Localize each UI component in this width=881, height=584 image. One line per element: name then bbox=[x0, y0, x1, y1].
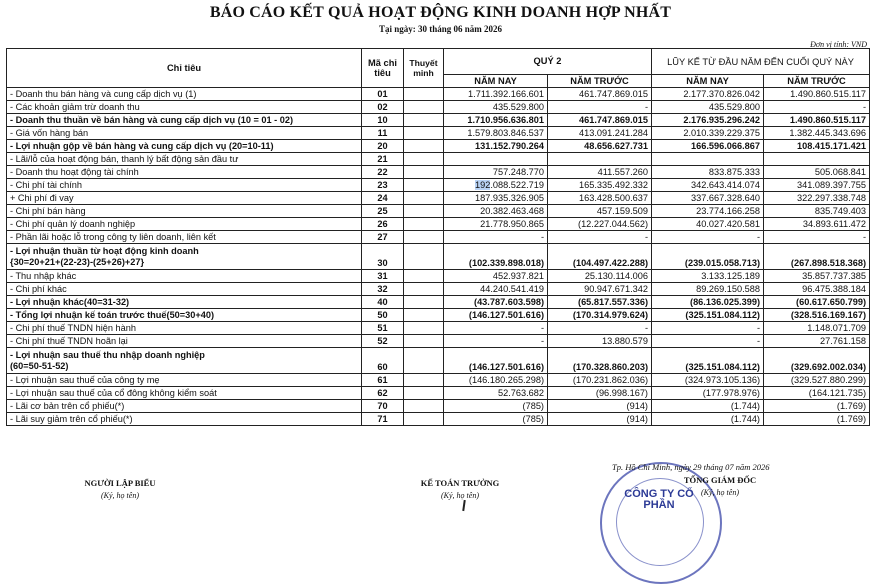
row-note bbox=[404, 322, 444, 335]
row-note bbox=[404, 166, 444, 179]
row-item-label bbox=[7, 101, 362, 114]
row-value-q-prev: 90.947.671.342 bbox=[548, 283, 652, 296]
row-code: 30 bbox=[362, 244, 404, 270]
row-value-q-prev: 25.130.114.006 bbox=[548, 270, 652, 283]
row-item-formula: (60=50-51-52) bbox=[10, 360, 69, 371]
row-note bbox=[404, 218, 444, 231]
row-item-label bbox=[7, 309, 362, 322]
row-note bbox=[404, 101, 444, 114]
row-code: 02 bbox=[362, 101, 404, 114]
row-value-q-now: 131.152.790.264 bbox=[444, 140, 548, 153]
row-item-text: - Phần lãi hoặc lỗ trong công ty liên doanh, liên kết bbox=[10, 231, 216, 242]
income-statement-table bbox=[6, 48, 870, 426]
table-body bbox=[7, 88, 870, 426]
row-note bbox=[404, 374, 444, 387]
row-item-text: - Tổng lợi nhuận kế toán trước thuế(50=30+40) bbox=[10, 309, 215, 320]
row-value-y-now: (1.744) bbox=[652, 400, 764, 413]
table-row bbox=[7, 127, 870, 140]
row-item-text: - Lợi nhuận sau thuế của cổ đông không kiểm soát bbox=[10, 387, 217, 398]
row-value-y-now: - bbox=[652, 231, 764, 244]
row-value-y-now: 2.176.935.296.242 bbox=[652, 114, 764, 127]
accountant-signature bbox=[400, 478, 520, 500]
row-value-q-prev: (170.328.860.203) bbox=[548, 348, 652, 374]
table-row bbox=[7, 374, 870, 387]
row-value-q-now: (785) bbox=[444, 413, 548, 426]
row-item-label bbox=[7, 153, 362, 166]
table-row bbox=[7, 179, 870, 192]
row-value-y-prev: 96.475.388.184 bbox=[764, 283, 870, 296]
row-note bbox=[404, 270, 444, 283]
row-code: 51 bbox=[362, 322, 404, 335]
table-row bbox=[7, 283, 870, 296]
row-value-q-prev: - bbox=[548, 231, 652, 244]
row-value-q-prev: 13.880.579 bbox=[548, 335, 652, 348]
row-value-y-prev: (329.527.880.299) bbox=[764, 374, 870, 387]
row-value-y-now: (177.978.976) bbox=[652, 387, 764, 400]
row-code: 71 bbox=[362, 413, 404, 426]
row-item-text: - Chi phí khác bbox=[10, 283, 67, 294]
director-signature bbox=[660, 475, 780, 497]
row-value-q-now: 757.248.770 bbox=[444, 166, 548, 179]
row-code: 21 bbox=[362, 153, 404, 166]
row-value-q-now: 435.529.800 bbox=[444, 101, 548, 114]
row-value-y-now: 2.010.339.229.375 bbox=[652, 127, 764, 140]
header-ytd-last-year: NĂM TRƯỚC bbox=[764, 75, 870, 88]
row-code: 61 bbox=[362, 374, 404, 387]
row-value-y-now: (1.744) bbox=[652, 413, 764, 426]
row-item-text: - Lợi nhuận sau thuế thu nhập doanh nghiệp bbox=[10, 349, 205, 360]
table-row bbox=[7, 205, 870, 218]
row-value-q-now: (146.127.501.616) bbox=[444, 348, 548, 374]
table-row bbox=[7, 387, 870, 400]
stamp-text: CÔNG TY CỔ PHẦN bbox=[624, 488, 694, 511]
row-item-text: - Lãi/lỗ của hoạt động bán, thanh lý bất động sản đầu tư bbox=[10, 153, 239, 164]
row-value-y-prev: 505.068.841 bbox=[764, 166, 870, 179]
table-row bbox=[7, 270, 870, 283]
row-note bbox=[404, 140, 444, 153]
row-value-q-now: 20.382.463.468 bbox=[444, 205, 548, 218]
row-item-label bbox=[7, 296, 362, 309]
row-value-y-now: 40.027.420.581 bbox=[652, 218, 764, 231]
currency-unit: Đơn vị tính: VND bbox=[810, 40, 867, 49]
row-value-y-now: (325.151.084.112) bbox=[652, 309, 764, 322]
row-value-q-prev: - bbox=[548, 322, 652, 335]
row-code: 01 bbox=[362, 88, 404, 101]
row-value-q-prev: 163.428.500.637 bbox=[548, 192, 652, 205]
row-value-y-prev: - bbox=[764, 231, 870, 244]
row-value-q-prev: 48.656.627.731 bbox=[548, 140, 652, 153]
table-row bbox=[7, 400, 870, 413]
row-item-text: - Chi phí tài chính bbox=[10, 179, 83, 190]
row-value-q-prev: (65.817.557.336) bbox=[548, 296, 652, 309]
row-value-q-prev: (96.998.167) bbox=[548, 387, 652, 400]
row-value-y-now: 337.667.328.640 bbox=[652, 192, 764, 205]
row-item-label bbox=[7, 114, 362, 127]
header-quarter-last-year: NĂM TRƯỚC bbox=[548, 75, 652, 88]
row-item-label bbox=[7, 231, 362, 244]
row-value-q-now: (43.787.603.598) bbox=[444, 296, 548, 309]
row-value-q-prev: 461.747.869.015 bbox=[548, 114, 652, 127]
row-code: 40 bbox=[362, 296, 404, 309]
row-value-q-prev: (12.227.044.562) bbox=[548, 218, 652, 231]
row-value-y-now: 89.269.150.588 bbox=[652, 283, 764, 296]
header-quarter-this-year: NĂM NAY bbox=[444, 75, 548, 88]
row-item-text: - Chi phí thuế TNDN hiện hành bbox=[10, 322, 136, 333]
table-row bbox=[7, 335, 870, 348]
row-value-y-prev: (329.692.002.034) bbox=[764, 348, 870, 374]
row-item-text: - Lợi nhuận gộp về bán hàng và cung cấp dịch vụ (20=10-11) bbox=[10, 140, 274, 151]
selected-text[interactable]: 192 bbox=[475, 179, 491, 190]
row-item-text: + Chi phí đi vay bbox=[10, 192, 74, 203]
row-note bbox=[404, 179, 444, 192]
row-value-q-now: (146.180.265.298) bbox=[444, 374, 548, 387]
row-note bbox=[404, 400, 444, 413]
row-item-label bbox=[7, 127, 362, 140]
row-note bbox=[404, 88, 444, 101]
row-item-text: - Lãi cơ bản trên cổ phiếu(*) bbox=[10, 400, 125, 411]
row-value-q-now: 52.763.682 bbox=[444, 387, 548, 400]
row-item-text: - Chi phí bán hàng bbox=[10, 205, 86, 216]
row-value-y-prev: (267.898.518.368) bbox=[764, 244, 870, 270]
table-row bbox=[7, 166, 870, 179]
row-value-y-now: (239.015.058.713) bbox=[652, 244, 764, 270]
row-value-y-prev: (60.617.650.799) bbox=[764, 296, 870, 309]
row-note bbox=[404, 387, 444, 400]
row-value-y-prev: 1.490.860.515.117 bbox=[764, 88, 870, 101]
row-value-q-now: - bbox=[444, 335, 548, 348]
row-value-y-now: - bbox=[652, 335, 764, 348]
row-code: 26 bbox=[362, 218, 404, 231]
row-item-text: - Doanh thu bán hàng và cung cấp dịch vụ (1) bbox=[10, 88, 197, 99]
row-item-label bbox=[7, 270, 362, 283]
director-title: TỔNG GIÁM ĐỐC bbox=[683, 475, 757, 485]
row-value-q-now: (146.127.501.616) bbox=[444, 309, 548, 322]
director-sub: (Ký, họ tên) bbox=[701, 488, 739, 497]
row-code: 22 bbox=[362, 166, 404, 179]
row-value-q-prev: 165.335.492.332 bbox=[548, 179, 652, 192]
row-value-y-prev: (328.516.169.167) bbox=[764, 309, 870, 322]
row-note bbox=[404, 309, 444, 322]
row-value-q-prev: (104.497.422.288) bbox=[548, 244, 652, 270]
row-item-label bbox=[7, 205, 362, 218]
report-title: BÁO CÁO KẾT QUẢ HOẠT ĐỘNG KINH DOANH HỢP NHẤT bbox=[209, 4, 672, 21]
row-value-q-now bbox=[444, 179, 548, 192]
row-code: 20 bbox=[362, 140, 404, 153]
row-value-y-prev: 108.415.171.421 bbox=[764, 140, 870, 153]
row-item-label bbox=[7, 413, 362, 426]
accountant-sub: (Ký, họ tên) bbox=[441, 491, 479, 500]
row-value-y-prev: - bbox=[764, 101, 870, 114]
preparer-title: NGƯỜI LẬP BIỂU bbox=[84, 478, 156, 488]
row-code: 10 bbox=[362, 114, 404, 127]
row-code: 50 bbox=[362, 309, 404, 322]
row-value-y-prev: 1.148.071.709 bbox=[764, 322, 870, 335]
row-code: 62 bbox=[362, 387, 404, 400]
row-value-y-prev: (1.769) bbox=[764, 413, 870, 426]
row-value-y-prev: 1.490.860.515.117 bbox=[764, 114, 870, 127]
row-value-q-prev: 411.557.260 bbox=[548, 166, 652, 179]
row-item-text: - Lợi nhuận thuần từ hoạt động kinh doanh bbox=[10, 245, 199, 256]
row-note bbox=[404, 231, 444, 244]
row-note bbox=[404, 335, 444, 348]
row-value-y-now bbox=[652, 153, 764, 166]
row-code: 27 bbox=[362, 231, 404, 244]
row-code: 70 bbox=[362, 400, 404, 413]
row-item-text: - Lãi suy giảm trên cổ phiếu(*) bbox=[10, 413, 133, 424]
preparer-signature bbox=[60, 478, 180, 500]
row-item-label bbox=[7, 88, 362, 101]
table-row bbox=[7, 153, 870, 166]
header-quarter: QUÝ 2 bbox=[444, 49, 652, 75]
row-item-label bbox=[7, 322, 362, 335]
row-value-q-prev: (914) bbox=[548, 400, 652, 413]
row-value-q-now: 1.711.392.166.601 bbox=[444, 88, 548, 101]
row-code: 23 bbox=[362, 179, 404, 192]
header-ytd-this-year: NĂM NAY bbox=[652, 75, 764, 88]
row-value-y-prev: 34.893.611.472 bbox=[764, 218, 870, 231]
table-row bbox=[7, 140, 870, 153]
header-note: Thuyết minh bbox=[404, 49, 444, 88]
row-item-label bbox=[7, 400, 362, 413]
row-item-text: - Các khoản giảm trừ doanh thu bbox=[10, 101, 140, 112]
row-note bbox=[404, 114, 444, 127]
row-item-label bbox=[7, 387, 362, 400]
place-date: Tp. Hồ Chí Minh, ngày 29 tháng 07 năm 2026 bbox=[612, 462, 770, 472]
row-value-y-prev: (164.121.735) bbox=[764, 387, 870, 400]
row-item-label bbox=[7, 335, 362, 348]
table-row bbox=[7, 101, 870, 114]
table-row bbox=[7, 231, 870, 244]
row-item-text: - Lợi nhuận khác(40=31-32) bbox=[10, 296, 130, 307]
row-item-label bbox=[7, 244, 362, 270]
table-row bbox=[7, 244, 870, 270]
row-value-q-prev: (170.231.862.036) bbox=[548, 374, 652, 387]
row-value-y-prev: 322.297.338.748 bbox=[764, 192, 870, 205]
table-row bbox=[7, 322, 870, 335]
row-value-q-now: 21.778.950.865 bbox=[444, 218, 548, 231]
row-item-label bbox=[7, 348, 362, 374]
row-item-text: - Doanh thu thuần về bán hàng và cung cấp dịch vụ (10 = 01 - 02) bbox=[10, 114, 294, 125]
row-value-y-prev: 835.749.403 bbox=[764, 205, 870, 218]
table-row bbox=[7, 218, 870, 231]
row-item-text: - Thu nhập khác bbox=[10, 270, 77, 281]
row-value-q-prev: 461.747.869.015 bbox=[548, 88, 652, 101]
header-ytd: LŨY KẾ TỪ ĐẦU NĂM ĐẾN CUỐI QUÝ NÀY bbox=[652, 49, 870, 75]
table-row bbox=[7, 309, 870, 322]
table-row bbox=[7, 192, 870, 205]
row-item-text: - Chi phí quản lý doanh nghiệp bbox=[10, 218, 136, 229]
row-code: 24 bbox=[362, 192, 404, 205]
table-row bbox=[7, 348, 870, 374]
row-value-y-now: 3.133.125.189 bbox=[652, 270, 764, 283]
row-note bbox=[404, 205, 444, 218]
row-value-q-now: 1.710.956.636.801 bbox=[444, 114, 548, 127]
row-value-y-now: - bbox=[652, 322, 764, 335]
row-item-label bbox=[7, 218, 362, 231]
row-item-text: - Lợi nhuận sau thuế của công ty mẹ bbox=[10, 374, 160, 385]
row-value-q-prev: (914) bbox=[548, 413, 652, 426]
row-note bbox=[404, 244, 444, 270]
row-value-y-prev: 1.382.445.343.696 bbox=[764, 127, 870, 140]
row-value-q-prev: - bbox=[548, 101, 652, 114]
row-note bbox=[404, 192, 444, 205]
table-row bbox=[7, 413, 870, 426]
row-code: 52 bbox=[362, 335, 404, 348]
row-value-q-now: (785) bbox=[444, 400, 548, 413]
row-code: 32 bbox=[362, 283, 404, 296]
row-value-y-now: 833.875.333 bbox=[652, 166, 764, 179]
row-value-q-now: 187.935.326.905 bbox=[444, 192, 548, 205]
signature-stroke bbox=[462, 500, 466, 511]
row-item-text: - Doanh thu hoạt động tài chính bbox=[10, 166, 139, 177]
row-value-y-prev: (1.769) bbox=[764, 400, 870, 413]
row-value-y-now: 435.529.800 bbox=[652, 101, 764, 114]
row-code: 11 bbox=[362, 127, 404, 140]
row-note bbox=[404, 413, 444, 426]
row-value-q-prev bbox=[548, 153, 652, 166]
row-item-label bbox=[7, 166, 362, 179]
row-item-label bbox=[7, 192, 362, 205]
row-item-label bbox=[7, 374, 362, 387]
row-value-q-now bbox=[444, 153, 548, 166]
preparer-sub: (Ký, họ tên) bbox=[101, 491, 139, 500]
row-note bbox=[404, 153, 444, 166]
row-note bbox=[404, 283, 444, 296]
row-item-text: - Giá vốn hàng bán bbox=[10, 127, 89, 138]
row-value-y-now: 166.596.066.867 bbox=[652, 140, 764, 153]
row-value-q-prev: (170.314.979.624) bbox=[548, 309, 652, 322]
row-value-y-prev: 27.761.158 bbox=[764, 335, 870, 348]
row-value-q-now: 1.579.803.846.537 bbox=[444, 127, 548, 140]
row-note bbox=[404, 296, 444, 309]
row-value-y-now: (86.136.025.399) bbox=[652, 296, 764, 309]
row-value-y-prev bbox=[764, 153, 870, 166]
row-value-q-now: - bbox=[444, 322, 548, 335]
row-item-label bbox=[7, 140, 362, 153]
report-date: Tại ngày: 30 tháng 06 năm 2026 bbox=[378, 24, 503, 34]
row-item-label bbox=[7, 179, 362, 192]
row-value-y-now: 23.774.166.258 bbox=[652, 205, 764, 218]
table-row bbox=[7, 88, 870, 101]
row-value-y-now: (324.973.105.136) bbox=[652, 374, 764, 387]
row-value-y-now: 2.177.370.826.042 bbox=[652, 88, 764, 101]
table-row bbox=[7, 114, 870, 127]
row-code: 31 bbox=[362, 270, 404, 283]
row-note bbox=[404, 348, 444, 374]
value-text: .088.522.719 bbox=[490, 179, 544, 190]
row-value-y-now: 342.643.414.074 bbox=[652, 179, 764, 192]
row-note bbox=[404, 127, 444, 140]
row-item-formula: {30=20+21+(22-23)-(25+26)+27} bbox=[10, 256, 145, 267]
row-value-q-prev: 457.159.509 bbox=[548, 205, 652, 218]
header-item: Chỉ tiêu bbox=[7, 49, 362, 88]
header-code: Mã chỉ tiêu bbox=[362, 49, 404, 88]
row-value-q-now: 452.937.821 bbox=[444, 270, 548, 283]
row-code: 25 bbox=[362, 205, 404, 218]
row-value-q-now: (102.339.898.018) bbox=[444, 244, 548, 270]
row-code: 60 bbox=[362, 348, 404, 374]
row-value-q-prev: 413.091.241.284 bbox=[548, 127, 652, 140]
row-item-text: - Chi phí thuế TNDN hoãn lại bbox=[10, 335, 128, 346]
row-value-q-now: - bbox=[444, 231, 548, 244]
row-value-y-now: (325.151.084.112) bbox=[652, 348, 764, 374]
row-value-y-prev: 341.089.397.755 bbox=[764, 179, 870, 192]
row-value-y-prev: 35.857.737.385 bbox=[764, 270, 870, 283]
row-value-q-now: 44.240.541.419 bbox=[444, 283, 548, 296]
row-item-label bbox=[7, 283, 362, 296]
accountant-title: KẾ TOÁN TRƯỞNG bbox=[420, 478, 500, 488]
table-row bbox=[7, 296, 870, 309]
